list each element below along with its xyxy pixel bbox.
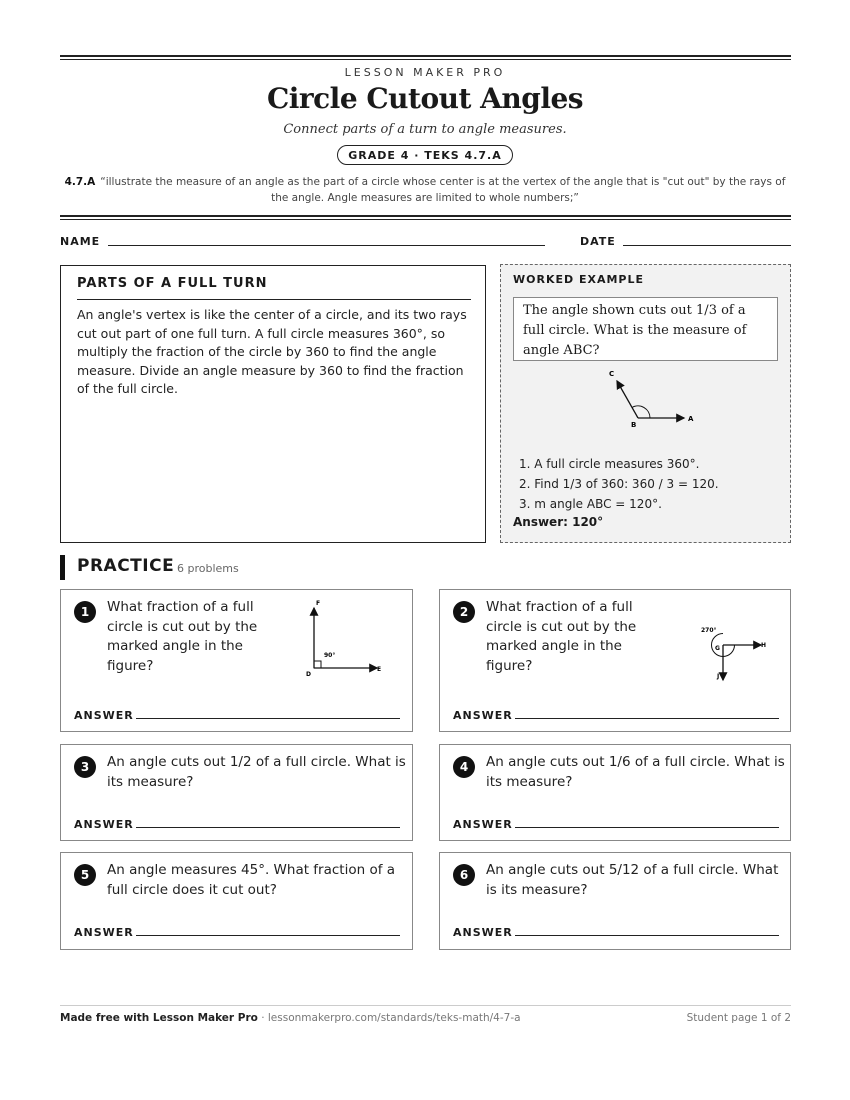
answer-label: ANSWER (453, 818, 513, 831)
header-rule-bottom (60, 215, 791, 217)
brand-name: LESSON MAKER PRO (344, 66, 506, 79)
angle-label: 90° (324, 652, 336, 659)
parts-body: An angle's vertex is like the center of a circle, and its two rays cut out part of one full turn. A full circle measures 360°, so multiply the fraction of the circle by 360 to find the angle measure. Divide an angle measure by 360 to find the fraction of the full circle. (77, 307, 467, 396)
question-line: circle is cut out by the (486, 618, 637, 635)
answer-label: ANSWER (74, 709, 134, 722)
problem-card-6 (439, 852, 791, 950)
problem-question (107, 861, 395, 900)
answer-field[interactable] (136, 935, 400, 936)
answer-label: ANSWER (453, 926, 513, 939)
question-line: full circle does it cut out? (107, 881, 277, 898)
question-line: What fraction of a full (107, 599, 254, 615)
question-line: marked angle in the (107, 638, 243, 654)
problem-number: 6 (453, 864, 475, 886)
ray-bc (617, 381, 638, 418)
parts-divider (77, 299, 471, 300)
worked-example-panel (500, 264, 791, 543)
problem-card-3 (60, 744, 413, 841)
footer-made-with: Made free with Lesson Maker Pro (60, 1012, 258, 1024)
problem-1-figure (297, 596, 389, 680)
label-d: D (306, 671, 311, 678)
question-line: An angle cuts out 5/12 of a full circle. What (486, 862, 779, 878)
date-field[interactable] (623, 245, 791, 246)
problem-number: 4 (453, 756, 475, 778)
header-rule-top (60, 55, 791, 57)
problem-number: 1 (74, 601, 96, 623)
problem-number: 3 (74, 756, 96, 778)
standard-description (62, 174, 788, 206)
practice-accent-bar (60, 555, 65, 580)
worked-example-title: WORKED EXAMPLE (513, 273, 644, 286)
answer-field[interactable] (136, 718, 400, 719)
problem-question (107, 753, 406, 792)
standard-text: “illustrate the measure of an angle as the part of a circle whose center is at the vertex of the angle that is "cut out" by the rays of the angle. Angle measures are limited to whole numbers;” (100, 176, 786, 204)
label-c: C (609, 370, 615, 378)
worked-step: 2. Find 1/3 of 360: 360 / 3 = 120. (519, 477, 719, 491)
footer-url[interactable]: · lessonmakerpro.com/standards/teks-math/4-7-a (261, 1012, 521, 1024)
question-line: circle is cut out by the (107, 618, 258, 635)
problem-card-5 (60, 852, 413, 950)
worked-step: 1. A full circle measures 360°. (519, 457, 700, 471)
parts-title: PARTS OF A FULL TURN (77, 276, 268, 291)
label-f: F (316, 600, 321, 607)
answer-label: ANSWER (453, 709, 513, 722)
question-line: An angle cuts out 1/2 of a full circle. What is (107, 754, 406, 770)
worked-step: 3. m angle ABC = 120°. (519, 497, 662, 511)
question-line: An angle measures 45°. What fraction of a (107, 862, 396, 878)
worked-example-answer: Answer: 120° (513, 515, 604, 529)
angle-label: 270° (701, 627, 717, 634)
problem-number: 2 (453, 601, 475, 623)
footer-page-number: Student page 1 of 2 (686, 1012, 791, 1024)
answer-field[interactable] (515, 935, 779, 936)
question-line: is its measure? (486, 881, 588, 898)
question-line: figure? (107, 657, 154, 674)
question-line: marked angle in the (486, 638, 622, 654)
answer-label: ANSWER (74, 818, 134, 831)
practice-title: PRACTICE (77, 556, 175, 576)
problem-question (107, 598, 257, 676)
label-j: J (717, 673, 720, 680)
page-title: Circle Cutout Angles (266, 82, 584, 115)
answer-label: ANSWER (74, 926, 134, 939)
problem-card-1 (60, 589, 413, 732)
problem-number: 5 (74, 864, 96, 886)
worked-example-steps (519, 454, 719, 514)
practice-count: 6 problems (177, 562, 239, 575)
header-rule-bottom-thin (60, 219, 791, 220)
label-h: H (761, 642, 767, 649)
question-line: its measure? (486, 773, 573, 790)
header-rule-top-thin (60, 59, 791, 60)
name-label: NAME (60, 235, 101, 248)
right-angle-mark (314, 661, 321, 668)
footer-divider (60, 1005, 791, 1006)
problem-card-4 (439, 744, 791, 841)
worked-example-question: The angle shown cuts out 1/3 of a full circle. What is the measure of angle ABC? (513, 297, 778, 361)
label-a: A (688, 415, 694, 423)
question-line: An angle cuts out 1/6 of a full circle. What is (486, 754, 785, 770)
label-e: E (377, 666, 382, 673)
page-subtitle: Connect parts of a turn to angle measures. (283, 122, 567, 137)
answer-field[interactable] (515, 827, 779, 828)
question-line: its measure? (107, 773, 194, 790)
problem-card-2 (439, 589, 791, 732)
footer-credit (60, 1012, 521, 1024)
answer-field[interactable] (515, 718, 779, 719)
worked-example-figure (601, 365, 701, 431)
label-g: G (715, 645, 720, 652)
problem-question (486, 861, 778, 900)
date-label: DATE (580, 235, 616, 248)
problem-question (486, 753, 785, 792)
label-b: B (631, 421, 637, 429)
name-field[interactable] (108, 245, 545, 246)
grade-badge: GRADE 4 · TEKS 4.7.A (337, 145, 513, 165)
parts-of-full-turn-panel (60, 265, 486, 543)
problem-question (486, 598, 636, 676)
answer-field[interactable] (136, 827, 400, 828)
standard-code: 4.7.A (64, 176, 96, 188)
question-line: figure? (486, 657, 533, 674)
question-line: What fraction of a full (486, 599, 633, 615)
problem-2-figure (693, 620, 778, 685)
